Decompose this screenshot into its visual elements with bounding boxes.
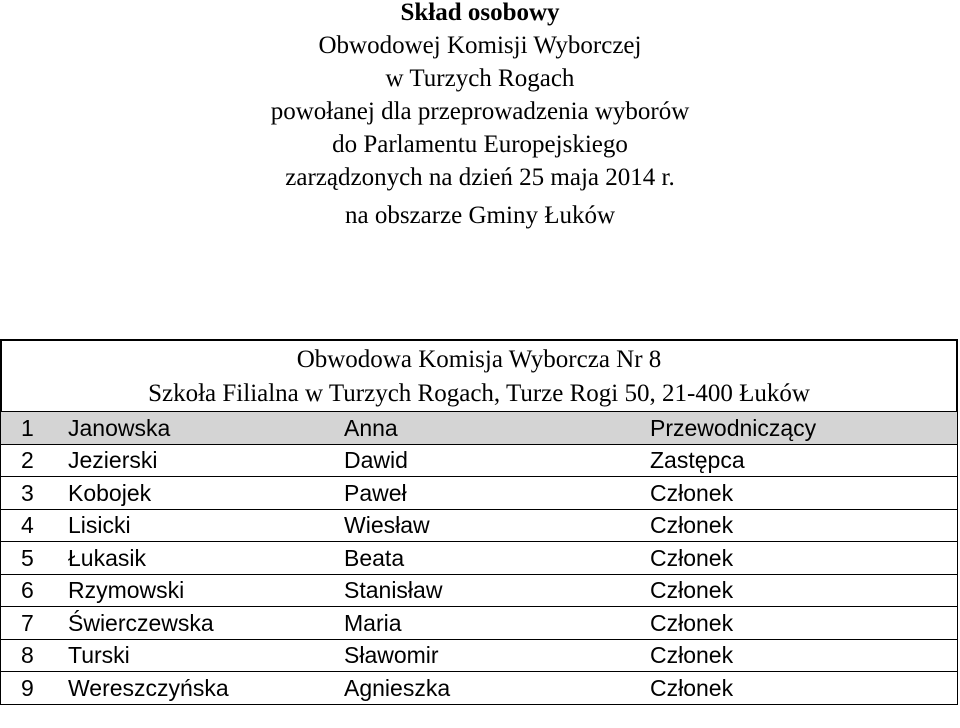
header-title: Skład osobowy bbox=[400, 0, 560, 26]
member-role: Przewodniczący bbox=[644, 412, 958, 445]
table-row bbox=[1, 639, 958, 672]
table-row bbox=[1, 444, 958, 477]
table-row bbox=[1, 574, 958, 607]
member-role: Członek bbox=[644, 672, 958, 705]
header-line-location: w Turzych Rogach bbox=[385, 65, 575, 92]
header-line-date: zarządzonych na dzień 25 maja 2014 r. bbox=[285, 164, 675, 191]
member-number: 3 bbox=[1, 477, 63, 510]
member-number: 5 bbox=[1, 542, 63, 575]
member-surname: Świerczewska bbox=[62, 607, 338, 640]
member-firstname: Wiesław bbox=[338, 509, 644, 542]
header-line-commission: Obwodowej Komisji Wyborczej bbox=[318, 32, 642, 59]
header-line-parliament: do Parlamentu Europejskiego bbox=[332, 131, 628, 158]
commission-address: Szkoła Filialna w Turzych Rogach, Turze Rogi 50, 21-400 Łuków bbox=[148, 380, 810, 407]
member-role: Członek bbox=[644, 607, 958, 640]
member-surname: Lisicki bbox=[62, 509, 338, 542]
member-surname: Kobojek bbox=[62, 477, 338, 510]
member-firstname: Paweł bbox=[338, 477, 644, 510]
member-surname: Janowska bbox=[62, 412, 338, 445]
member-firstname: Beata bbox=[338, 542, 644, 575]
member-firstname: Stanisław bbox=[338, 574, 644, 607]
member-surname: Łukasik bbox=[62, 542, 338, 575]
member-firstname: Agnieszka bbox=[338, 672, 644, 705]
member-number: 6 bbox=[1, 574, 63, 607]
table-row bbox=[1, 412, 958, 445]
member-firstname: Maria bbox=[338, 607, 644, 640]
member-number: 9 bbox=[1, 672, 63, 705]
members-table bbox=[0, 411, 958, 705]
header-line-purpose: powołanej dla przeprowadzenia wyborów bbox=[270, 98, 690, 125]
member-number: 1 bbox=[1, 412, 63, 445]
member-role: Zastępca bbox=[644, 444, 958, 477]
member-role: Członek bbox=[644, 542, 958, 575]
table-row bbox=[1, 477, 958, 510]
member-number: 8 bbox=[1, 639, 63, 672]
table-row bbox=[1, 509, 958, 542]
commission-block bbox=[0, 339, 958, 411]
table-row bbox=[1, 542, 958, 575]
member-role: Członek bbox=[644, 639, 958, 672]
table-row bbox=[1, 607, 958, 640]
member-role: Członek bbox=[644, 509, 958, 542]
commission-title: Obwodowa Komisja Wyborcza Nr 8 bbox=[296, 346, 662, 373]
member-surname: Wereszczyńska bbox=[62, 672, 338, 705]
member-surname: Jezierski bbox=[62, 444, 338, 477]
member-number: 4 bbox=[1, 509, 63, 542]
table-row bbox=[1, 672, 958, 705]
member-firstname: Dawid bbox=[338, 444, 644, 477]
member-role: Członek bbox=[644, 574, 958, 607]
member-surname: Rzymowski bbox=[62, 574, 338, 607]
member-firstname: Sławomir bbox=[338, 639, 644, 672]
member-surname: Turski bbox=[62, 639, 338, 672]
member-role: Członek bbox=[644, 477, 958, 510]
member-number: 2 bbox=[1, 444, 63, 477]
member-number: 7 bbox=[1, 607, 63, 640]
member-firstname: Anna bbox=[338, 412, 644, 445]
header-line-area: na obszarze Gminy Łuków bbox=[344, 202, 616, 229]
